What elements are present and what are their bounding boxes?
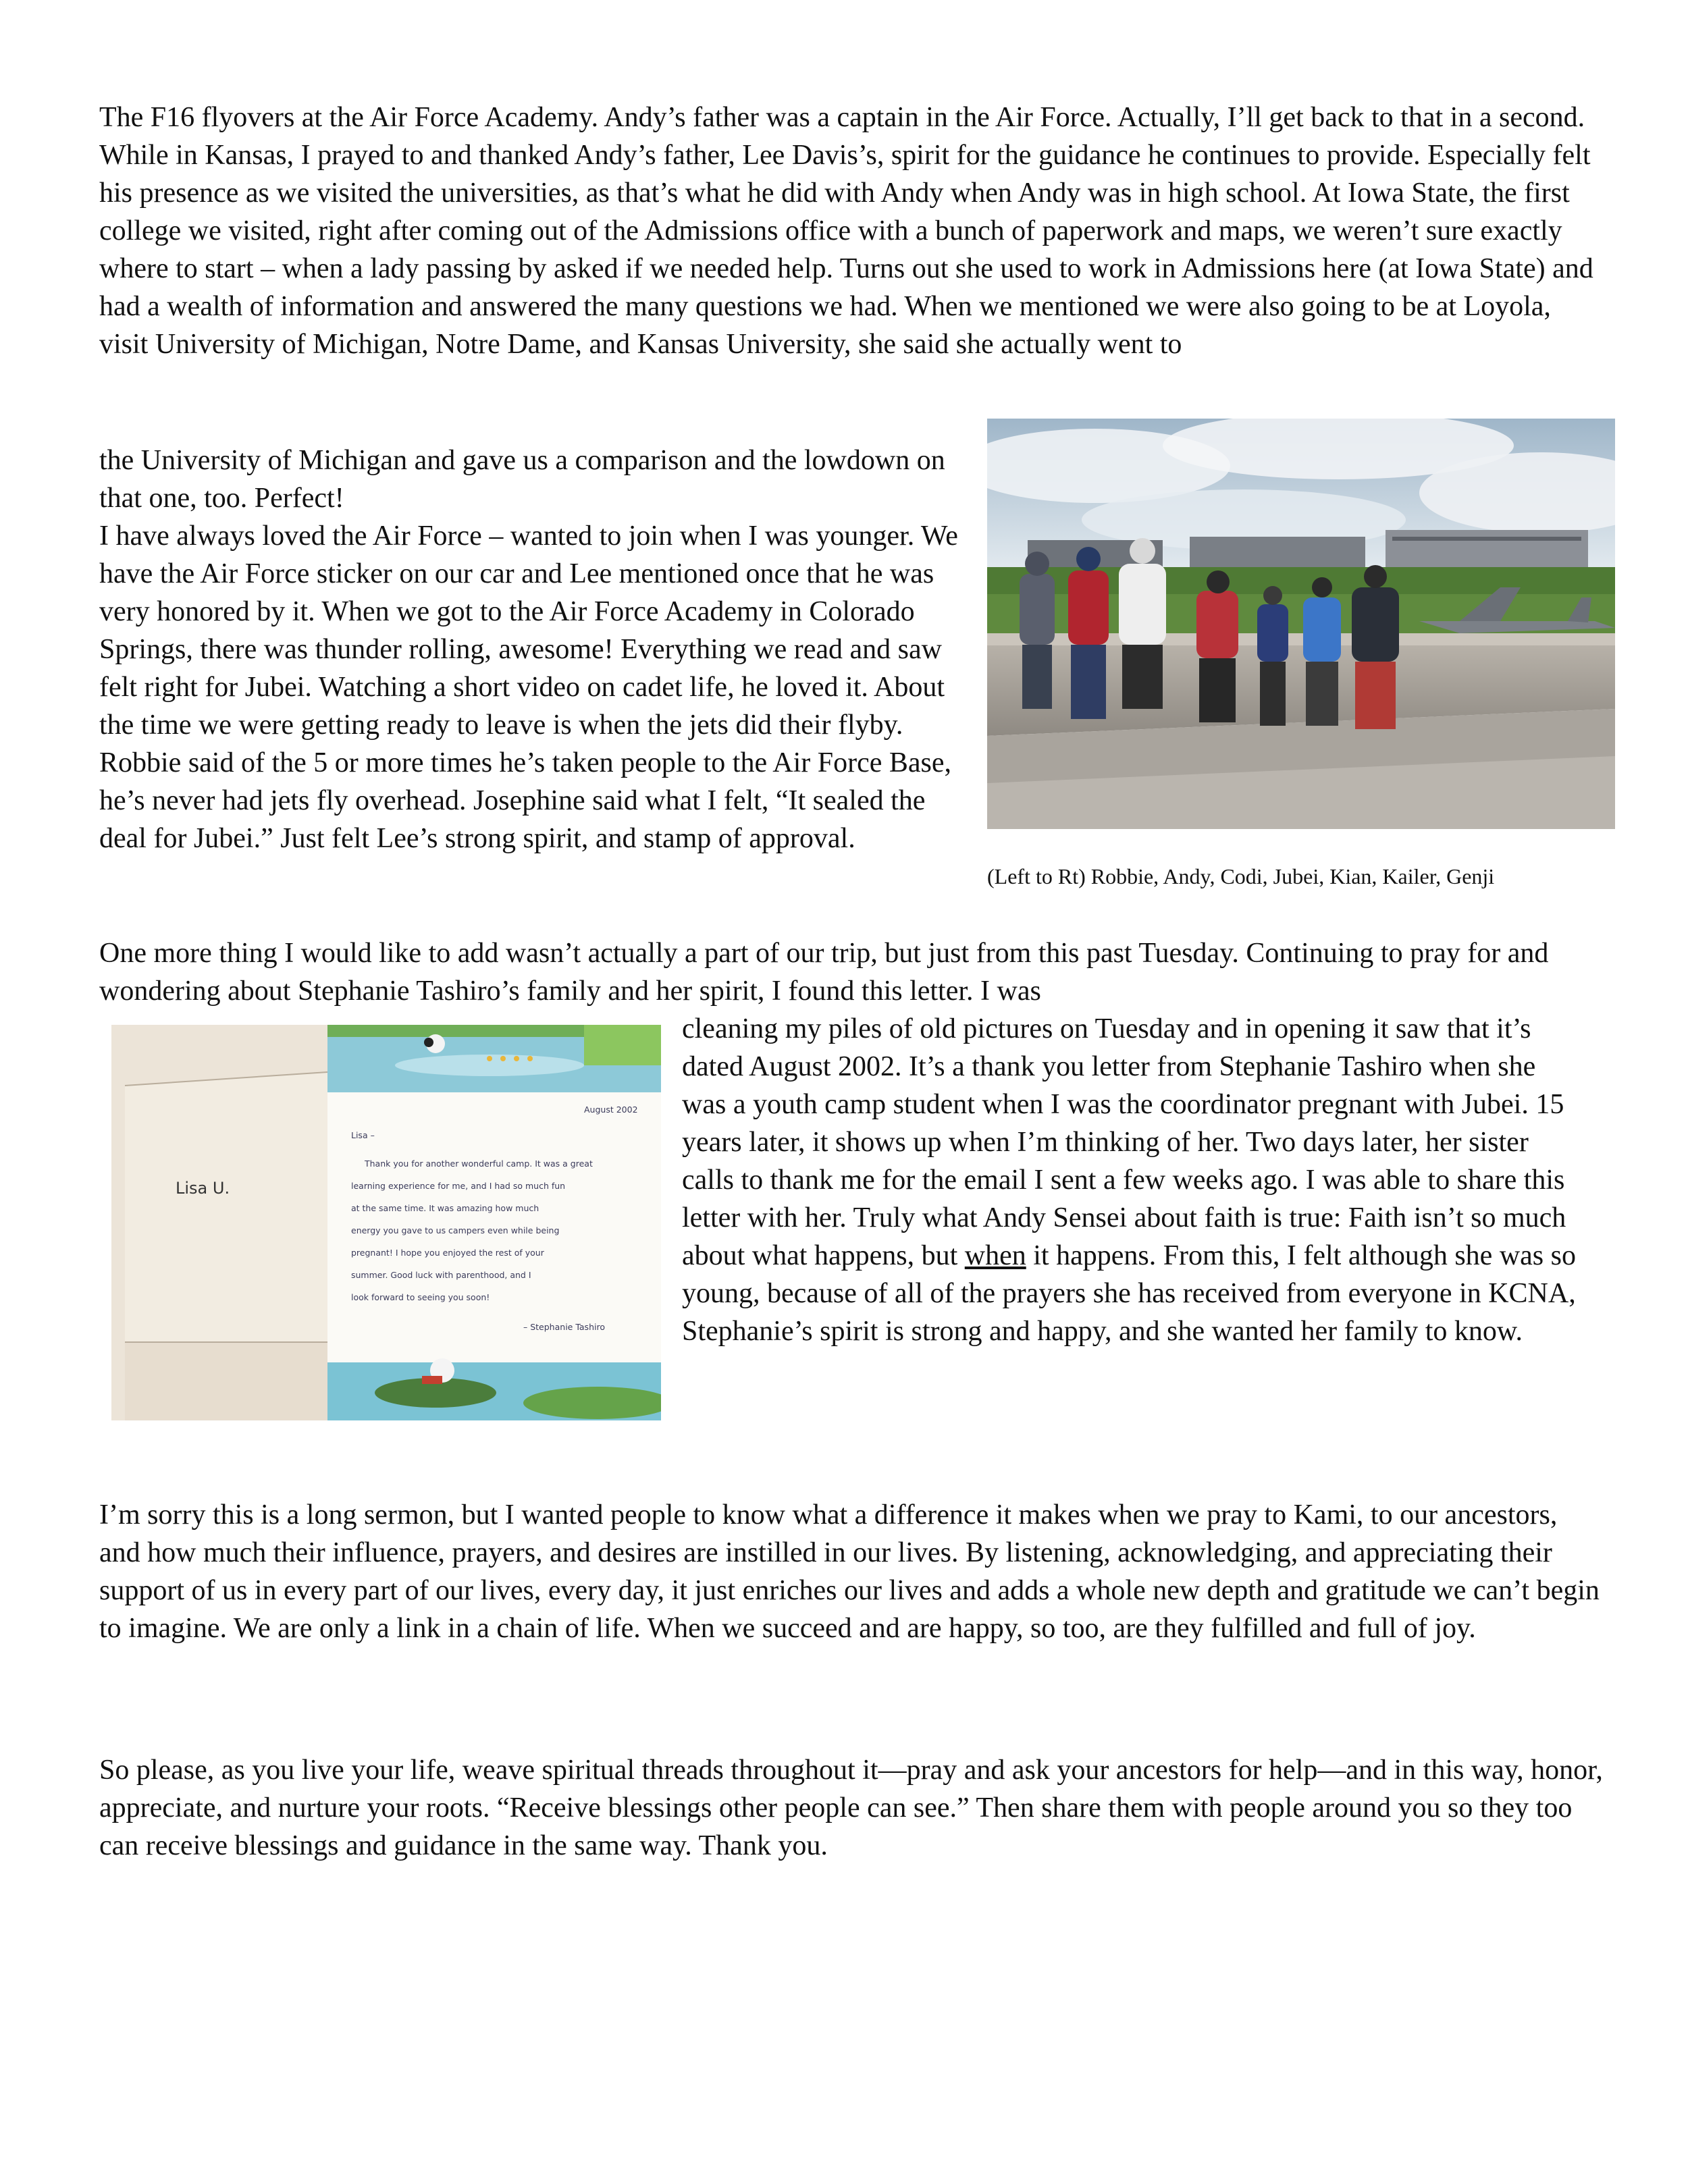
letter-date: August 2002	[584, 1104, 638, 1115]
paragraph-closing: So please, as you live your life, weave spiritual threads throughout it—pray and ask your ancestors for help—and in this way, honor, appreciate, and nurture your roots. “Receive blessings other people can see.” Then share them with people around you so they too can receive blessings and guidance in the same way. Thank you.	[99, 1755, 1603, 1861]
letter-story-text-a: cleaning my piles of old pictures on Tuesday and in opening it saw that it’s dated August 2002. It’s a thank you letter from Stephanie Tashiro when she was a youth camp student when I was the coordinator pregnant with Jubei. 15 years later, it shows up when I’m thinking of her. Two days later, her sister calls to thank me for the email I sent a few weeks ago. I was able to share this letter with her. Truly what Andy Sensei about faith is true: Faith isn’t so much about what happens, but	[682, 1013, 1566, 1271]
paragraph-michigan-lowdown: the University of Michigan and gave us a comparison and the lowdown on that one, too. Perfect!	[99, 445, 945, 514]
letter-line: Thank you for another wonderful camp. It was a great	[365, 1158, 593, 1169]
air-force-academy-photo-image	[987, 419, 1615, 829]
paragraph-letter-story	[682, 1010, 1580, 1350]
underlined-when: when	[964, 1240, 1026, 1271]
letter-story-text-b: it happens. From this, I felt although she was so young, because of all of the prayers she has received from everyone in KCNA, Stephanie’s spirit is strong and happy, and she wanted her family to know.	[682, 1240, 1576, 1347]
envelope-name: Lisa U.	[176, 1179, 230, 1198]
letter-line: energy you gave to us campers even while being	[351, 1225, 560, 1235]
letter-photo	[111, 1025, 661, 1420]
letter-line: look forward to seeing you soon!	[351, 1292, 490, 1302]
letter-signature: – Stephanie Tashiro	[523, 1322, 605, 1332]
air-force-academy-photo	[987, 419, 1615, 829]
photo-caption: (Left to Rt) Robbie, Andy, Codi, Jubei, Kian, Kailer, Genji	[987, 864, 1495, 888]
paragraph-one-more-thing: One more thing I would like to add wasn’t actually a part of our trip, but just from this past Tuesday. Continuing to pray for and wondering about Stephanie Tashiro’s family and her spirit, I found this letter. I was	[99, 938, 1549, 1007]
letter-line: summer. Good luck with parenthood, and I	[351, 1270, 531, 1280]
letter-photo-image	[111, 1025, 661, 1420]
letter-salutation: Lisa –	[351, 1130, 375, 1140]
letter-line: learning experience for me, and I had so much fun	[351, 1181, 566, 1191]
paragraph-long-sermon: I’m sorry this is a long sermon, but I wanted people to know what a difference it makes when we pray to Kami, to our ancestors, and how much their influence, prayers, and desires are instilled in our lives. By listening, acknowledging, and appreciating their support of us in every part of our lives, every day, it just enriches our lives and adds a whole new depth and gratitude we can’t begin to imagine. We are only a link in a chain of life. When we succeed and are happy, so too, are they fulfilled and full of joy.	[99, 1499, 1600, 1644]
letter-line: pregnant! I hope you enjoyed the rest of your	[351, 1248, 544, 1258]
paragraph-f16-flyovers: The F16 flyovers at the Air Force Academy. Andy’s father was a captain in the Air Force. Actually, I’ll get back to that in a second. While in Kansas, I prayed to and thanked Andy’s father, Lee Davis’s, spirit for the guidance he continues to provide. Especially felt his presence as we visited the universities, as that’s what he did with Andy when Andy was in high school. At Iowa State, the first college we visited, right after coming out of the Admissions office with a bunch of paperwork and maps, we weren’t sure exactly where to start – when a lady passing by asked if we needed help. Turns out she used to work in Admissions here (at Iowa State) and had a wealth of information and answered the many questions we had. When we mentioned we were also going to be at Loyola, visit University of Michigan, Notre Dame, and Kansas University, she said she actually went to	[99, 102, 1593, 360]
letter-line: at the same time. It was amazing how much	[351, 1203, 539, 1213]
paragraph-air-force-love: I have always loved the Air Force – wanted to join when I was younger. We have the Air Force sticker on our car and Lee mentioned once that he was very honored by it. When we got to the Air Force Academy in Colorado Springs, there was thunder rolling, awesome! Everything we read and saw felt right for Jubei. Watching a short video on cadet life, he loved it. About the time we were getting ready to leave is when the jets did their flyby. Robbie said of the 5 or more times he’s taken people to the Air Force Base, he’s never had jets fly overhead. Josephine said what I felt, “It sealed the deal for Jubei.” Just felt Lee’s strong spirit, and stamp of approval.	[99, 521, 958, 854]
left-column-text	[99, 442, 964, 857]
